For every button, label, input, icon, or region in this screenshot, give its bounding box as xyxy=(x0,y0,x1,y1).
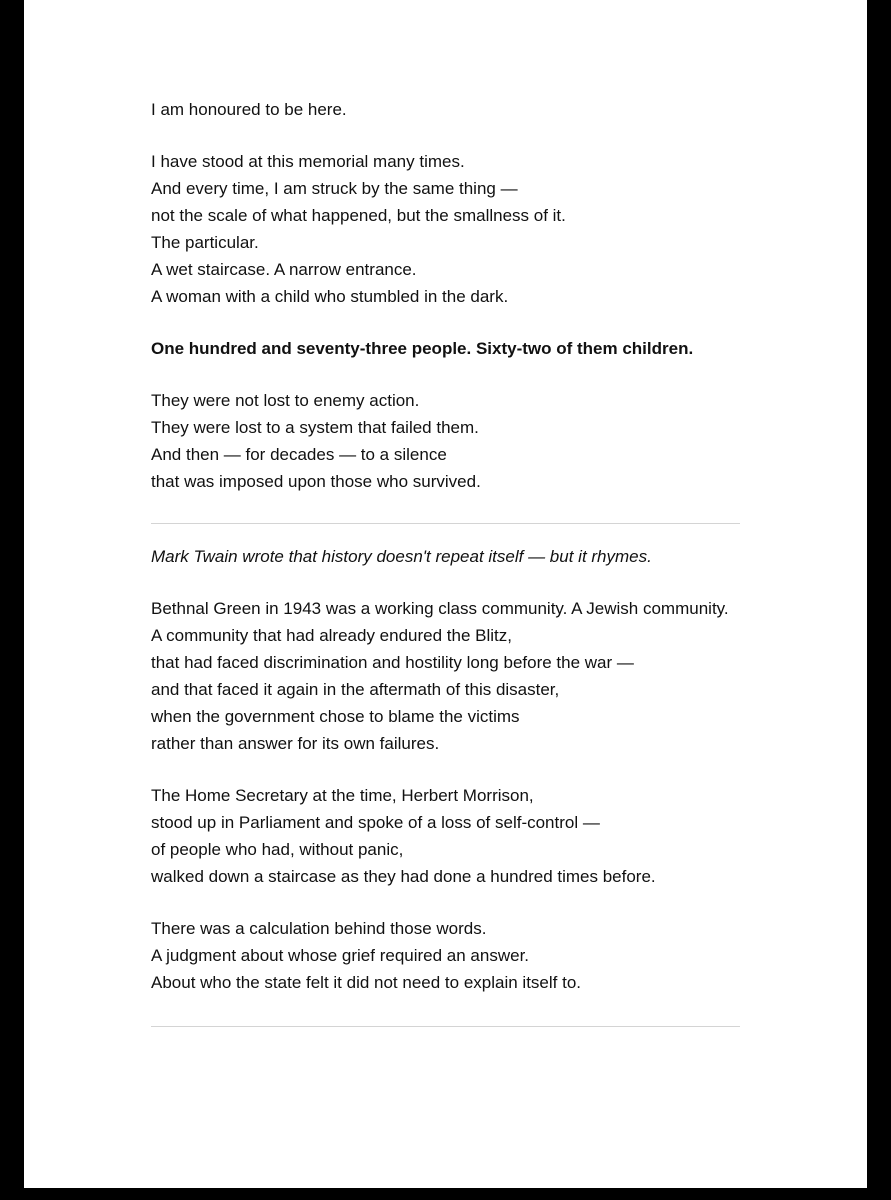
text-line: stood up in Parliament and spoke of a loss of self-control — xyxy=(151,813,600,832)
emphasis-paragraph xyxy=(151,335,743,362)
text-line: that had faced discrimination and hostility long before the war — xyxy=(151,653,634,672)
text-line: A wet staircase. A narrow entrance. xyxy=(151,260,417,279)
morrison-paragraph xyxy=(151,782,743,890)
text-line: They were not lost to enemy action. xyxy=(151,391,420,410)
text-line: Bethnal Green in 1943 was a working class community. A Jewish community. xyxy=(151,599,729,618)
community-paragraph xyxy=(151,595,743,757)
casualty-statement: One hundred and seventy-three people. Sixty-two of them children. xyxy=(151,339,694,358)
text-line: About who the state felt it did not need to explain itself to. xyxy=(151,973,581,992)
text-line: and that faced it again in the aftermath of this disaster, xyxy=(151,680,560,699)
text-line: There was a calculation behind those words. xyxy=(151,919,487,938)
twain-quote: Mark Twain wrote that history doesn't repeat itself — but it rhymes. xyxy=(151,547,652,566)
text-line: A judgment about whose grief required an answer. xyxy=(151,946,530,965)
text-line: A community that had already endured the Blitz, xyxy=(151,626,512,645)
text-line: And then — for decades — to a silence xyxy=(151,445,447,464)
section-divider xyxy=(151,1026,740,1027)
text-line: The particular. xyxy=(151,233,259,252)
calculation-paragraph xyxy=(151,915,743,996)
opening-line: I am honoured to be here. xyxy=(151,100,347,119)
text-line: And every time, I am struck by the same thing — xyxy=(151,179,518,198)
text-line: They were lost to a system that failed them. xyxy=(151,418,479,437)
document-page xyxy=(24,0,867,1188)
text-line: that was imposed upon those who survived. xyxy=(151,472,481,491)
text-line: A woman with a child who stumbled in the dark. xyxy=(151,287,509,306)
text-line: not the scale of what happened, but the smallness of it. xyxy=(151,206,566,225)
speech-text xyxy=(151,96,743,1027)
silence-paragraph xyxy=(151,387,743,495)
quote-paragraph xyxy=(151,543,743,570)
text-line: rather than answer for its own failures. xyxy=(151,734,440,753)
text-line: The Home Secretary at the time, Herbert Morrison, xyxy=(151,786,534,805)
text-line: I have stood at this memorial many times. xyxy=(151,152,465,171)
text-line: when the government chose to blame the victims xyxy=(151,707,520,726)
memorial-paragraph xyxy=(151,148,743,310)
text-line: of people who had, without panic, xyxy=(151,840,404,859)
text-line: walked down a staircase as they had done a hundred times before. xyxy=(151,867,656,886)
opening-paragraph xyxy=(151,96,743,123)
